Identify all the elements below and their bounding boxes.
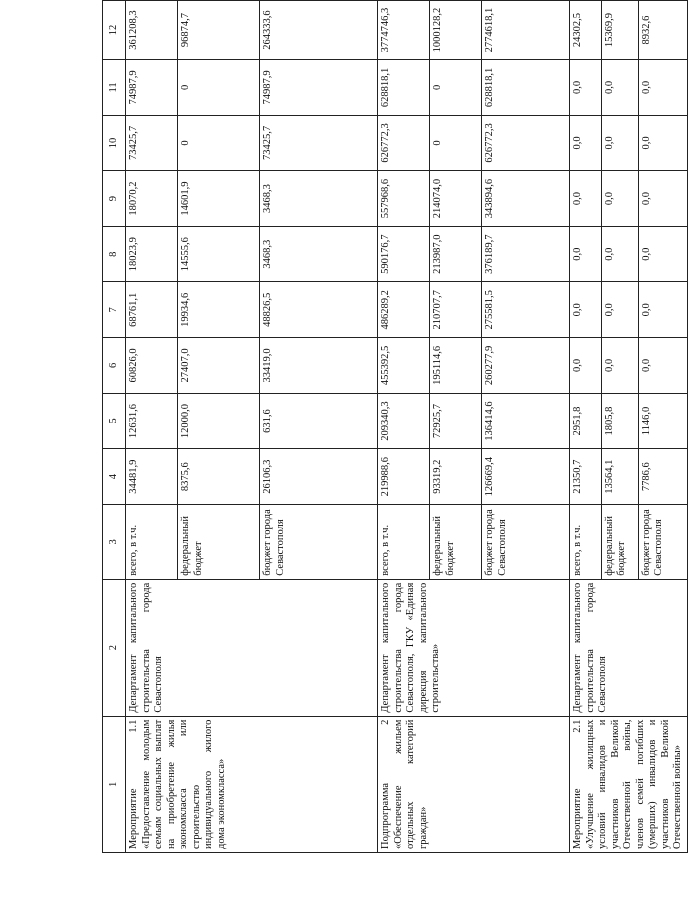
value-cell: 126669,4 <box>482 449 570 505</box>
value-cell: 0,0 <box>638 226 687 282</box>
value-cell: 590176,7 <box>378 226 430 282</box>
value-cell: 0 <box>178 60 260 116</box>
value-cell: 0,0 <box>601 115 638 171</box>
value-cell: 48826,5 <box>260 282 378 338</box>
header-cell: 1 <box>103 716 126 852</box>
value-cell: 0,0 <box>601 171 638 227</box>
event-name-cell: Мероприятие 2.1 «Улучшение жилищных условий инвалидов и участников Великой Отечественной войны, членов семей погибших (умерших) инвалидов и участников Великой Отечественной войны» <box>570 716 688 852</box>
value-cell: 376189,7 <box>482 226 570 282</box>
value-cell: 0,0 <box>570 171 602 227</box>
value-cell: 18070,2 <box>126 171 178 227</box>
value-cell: 0,0 <box>638 60 687 116</box>
value-cell: 0,0 <box>638 338 687 394</box>
value-cell: 628818,1 <box>378 60 430 116</box>
header-cell: 2 <box>103 579 126 716</box>
value-cell: 13564,1 <box>601 449 638 505</box>
funding-source-cell: федеральный бюджет <box>601 504 638 579</box>
executor-cell: Департамент капитального строительства города Севастополя <box>126 579 378 716</box>
value-cell: 21350,7 <box>570 449 602 505</box>
value-cell: 0,0 <box>638 282 687 338</box>
value-cell: 0 <box>430 60 482 116</box>
value-cell: 0 <box>430 115 482 171</box>
value-cell: 2774618,1 <box>482 1 570 60</box>
value-cell: 2951,8 <box>570 393 602 449</box>
value-cell: 3468,3 <box>260 226 378 282</box>
value-cell: 195114,6 <box>430 338 482 394</box>
value-cell: 27407,0 <box>178 338 260 394</box>
funding-source-cell: федеральный бюджет <box>178 504 260 579</box>
value-cell: 214074,0 <box>430 171 482 227</box>
value-cell: 0,0 <box>601 338 638 394</box>
value-cell: 73425,7 <box>260 115 378 171</box>
value-cell: 626772,3 <box>378 115 430 171</box>
value-cell: 0,0 <box>570 226 602 282</box>
value-cell: 73425,7 <box>126 115 178 171</box>
value-cell: 3468,3 <box>260 171 378 227</box>
value-cell: 14555,6 <box>178 226 260 282</box>
funding-source-cell: бюджет города Севастополя <box>638 504 687 579</box>
value-cell: 219988,6 <box>378 449 430 505</box>
value-cell: 96874,7 <box>178 1 260 60</box>
value-cell: 68761,1 <box>126 282 178 338</box>
table-row <box>378 1 430 853</box>
value-cell: 18023,9 <box>126 226 178 282</box>
value-cell: 213987,0 <box>430 226 482 282</box>
value-cell: 0,0 <box>601 60 638 116</box>
header-cell: 9 <box>103 171 126 227</box>
header-cell: 12 <box>103 1 126 60</box>
executor-cell: Департамент капитального строительства города Севастополя <box>570 579 688 716</box>
value-cell: 8375,6 <box>178 449 260 505</box>
header-cell: 10 <box>103 115 126 171</box>
value-cell: 275581,5 <box>482 282 570 338</box>
header-cell: 3 <box>103 504 126 579</box>
header-cell: 11 <box>103 60 126 116</box>
value-cell: 136414,6 <box>482 393 570 449</box>
value-cell: 7786,6 <box>638 449 687 505</box>
value-cell: 1146,0 <box>638 393 687 449</box>
funding-source-cell: всего, в т.ч. <box>570 504 602 579</box>
value-cell: 631,6 <box>260 393 378 449</box>
value-cell: 264333,6 <box>260 1 378 60</box>
value-cell: 33419,0 <box>260 338 378 394</box>
value-cell: 0,0 <box>601 282 638 338</box>
funding-source-cell: всего, в т.ч. <box>378 504 430 579</box>
event-name-cell: Мероприятие 1.1 «Предоставление молодым семьям социальных выплат на приобретение жилья экономкласса или строительство индивидуального жилого дома экономкласса» <box>126 716 378 852</box>
value-cell: 0 <box>178 115 260 171</box>
value-cell: 24302,5 <box>570 1 602 60</box>
value-cell: 260277,9 <box>482 338 570 394</box>
value-cell: 209340,3 <box>378 393 430 449</box>
header-cell: 5 <box>103 393 126 449</box>
value-cell: 0,0 <box>638 115 687 171</box>
value-cell: 8932,6 <box>638 1 687 60</box>
table-row <box>570 1 602 853</box>
value-cell: 343894,6 <box>482 171 570 227</box>
executor-cell: Департамент капитального строительства города Севастополя, ГКУ «Единая дирекция капитального строительства» <box>378 579 570 716</box>
value-cell: 455392,5 <box>378 338 430 394</box>
value-cell: 14601,9 <box>178 171 260 227</box>
value-cell: 72925,7 <box>430 393 482 449</box>
value-cell: 486289,2 <box>378 282 430 338</box>
value-cell: 1000128,2 <box>430 1 482 60</box>
header-cell: 4 <box>103 449 126 505</box>
value-cell: 74987,9 <box>260 60 378 116</box>
funding-source-cell: федеральный бюджет <box>430 504 482 579</box>
value-cell: 0,0 <box>601 226 638 282</box>
funding-source-cell: бюджет города Севастополя <box>260 504 378 579</box>
budget-table <box>102 0 688 853</box>
value-cell: 0,0 <box>638 171 687 227</box>
value-cell: 1805,8 <box>601 393 638 449</box>
event-name-cell: Подпрограмма 2 «Обеспечение жильем отдельных категорий граждан» <box>378 716 570 852</box>
value-cell: 210707,7 <box>430 282 482 338</box>
value-cell: 0,0 <box>570 115 602 171</box>
header-cell: 7 <box>103 282 126 338</box>
value-cell: 628818,1 <box>482 60 570 116</box>
value-cell: 26106,3 <box>260 449 378 505</box>
funding-source-cell: всего, в т.ч. <box>126 504 178 579</box>
value-cell: 557968,6 <box>378 171 430 227</box>
value-cell: 34481,9 <box>126 449 178 505</box>
value-cell: 361208,3 <box>126 1 178 60</box>
header-cell: 6 <box>103 338 126 394</box>
value-cell: 3774746,3 <box>378 1 430 60</box>
table-row <box>126 1 178 853</box>
funding-source-cell: бюджет города Севастополя <box>482 504 570 579</box>
value-cell: 12631,6 <box>126 393 178 449</box>
value-cell: 93319,2 <box>430 449 482 505</box>
value-cell: 19934,6 <box>178 282 260 338</box>
value-cell: 0,0 <box>570 338 602 394</box>
value-cell: 0,0 <box>570 282 602 338</box>
header-cell: 8 <box>103 226 126 282</box>
header-row <box>103 1 126 853</box>
value-cell: 12000,0 <box>178 393 260 449</box>
value-cell: 60826,0 <box>126 338 178 394</box>
value-cell: 626772,3 <box>482 115 570 171</box>
value-cell: 0,0 <box>570 60 602 116</box>
value-cell: 74987,9 <box>126 60 178 116</box>
value-cell: 15369,9 <box>601 1 638 60</box>
